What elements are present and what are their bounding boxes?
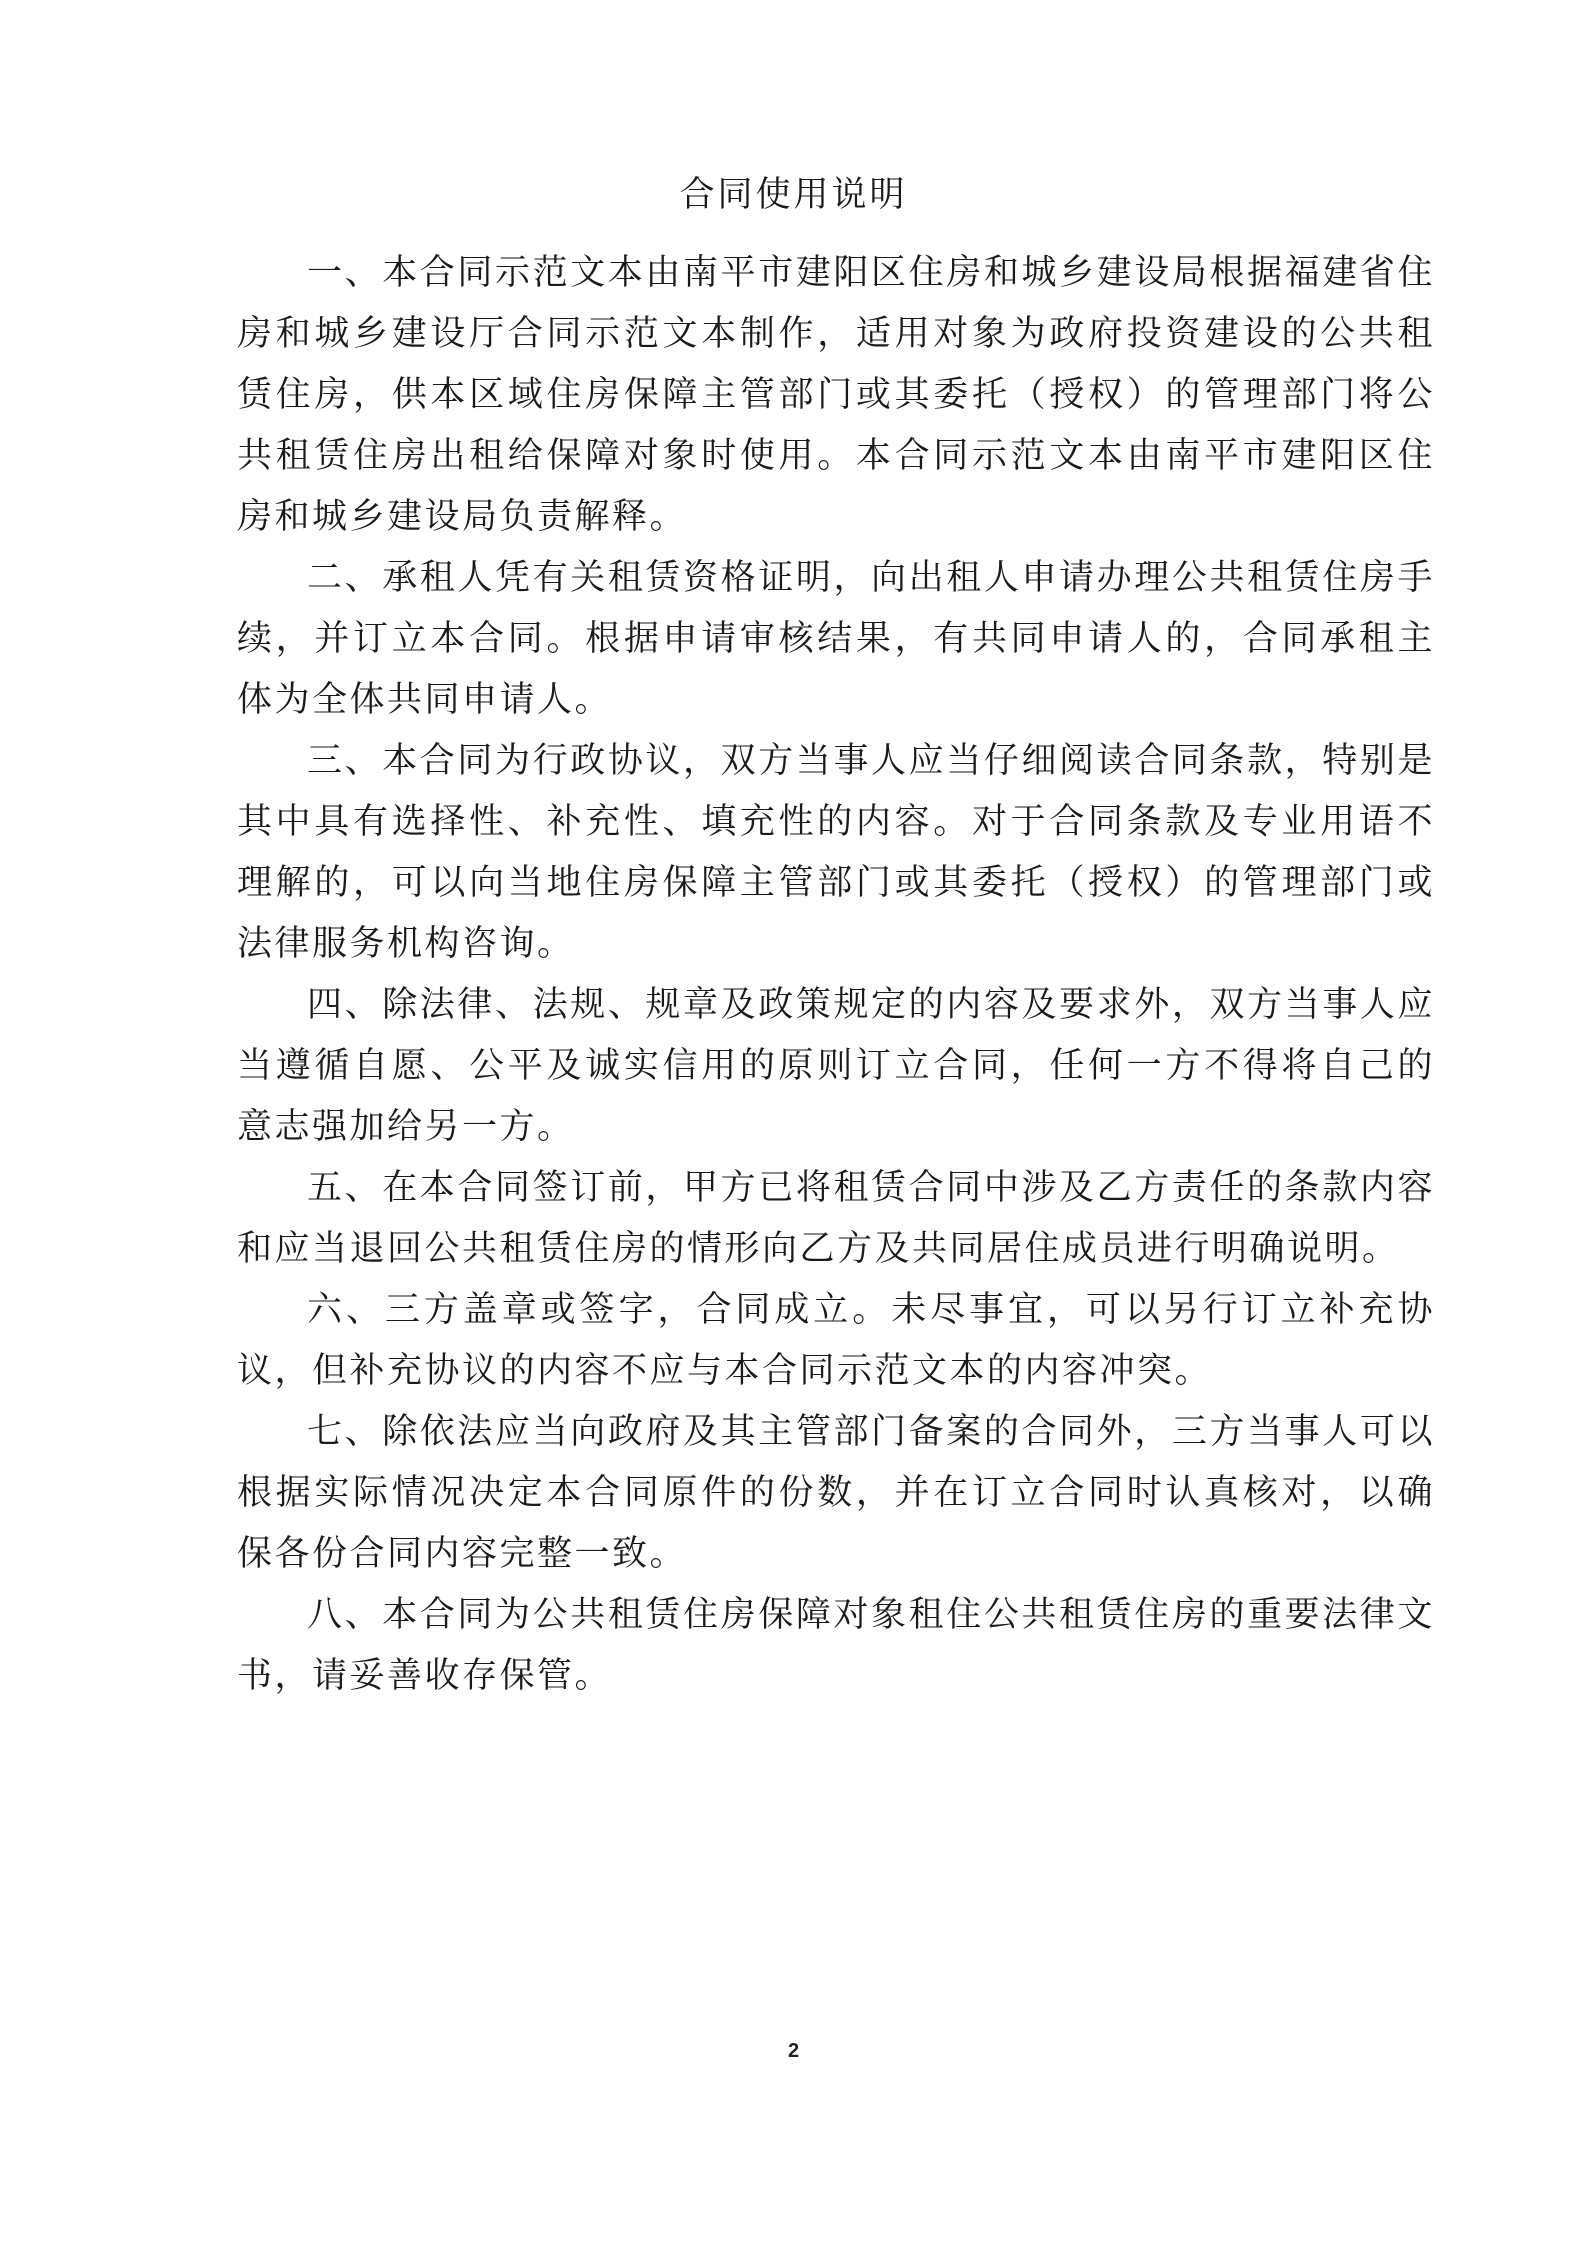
paragraph-3: 三、本合同为行政协议，双方当事人应当仔细阅读合同条款，特别是其中具有选择性、补充性、填充性的内容。对于合同条款及专业用语不理解的，可以向当地住房保障主管部门或其委托（授权）的管理部门或法律服务机构咨询。 [237,741,1435,964]
paragraph-2: 二、承租人凭有关租赁资格证明，向出租人申请办理公共租赁住房手续，并订立本合同。根据申请审核结果，有共同申请人的，合同承租主体为全体共同申请人。 [237,558,1435,720]
paragraph-5: 五、在本合同签订前，甲方已将租赁合同中涉及乙方责任的条款内容和应当退回公共租赁住房的情形向乙方及共同居住成员进行明确说明。 [237,1168,1435,1269]
paragraph-8: 八、本合同为公共租赁住房保障对象租住公共租赁住房的重要法律文书，请妥善收存保管。 [237,1595,1435,1696]
document-body [237,243,1435,1707]
paragraph-1: 一、本合同示范文本由南平市建阳区住房和城乡建设局根据福建省住房和城乡建设厅合同示范文本制作，适用对象为政府投资建设的公共租赁住房，供本区域住房保障主管部门或其委托（授权）的管理部门将公共租赁住房出租给保障对象时使用。本合同示范文本由南平市建阳区住房和城乡建设局负责解释。 [237,253,1435,537]
paragraph-4: 四、除法律、法规、规章及政策规定的内容及要求外，双方当事人应当遵循自愿、公平及诚实信用的原则订立合同，任何一方不得将自己的意志强加给另一方。 [237,985,1435,1147]
paragraph-6: 六、三方盖章或签字，合同成立。未尽事宜，可以另行订立补充协议，但补充协议的内容不应与本合同示范文本的内容冲突。 [237,1290,1435,1391]
page-title: 合同使用说明 [679,175,908,215]
paragraph-7: 七、除依法应当向政府及其主管部门备案的合同外，三方当事人可以根据实际情况决定本合同原件的份数，并在订立合同时认真核对，以确保各份合同内容完整一致。 [237,1412,1435,1574]
page-number: 2 [787,2040,800,2062]
